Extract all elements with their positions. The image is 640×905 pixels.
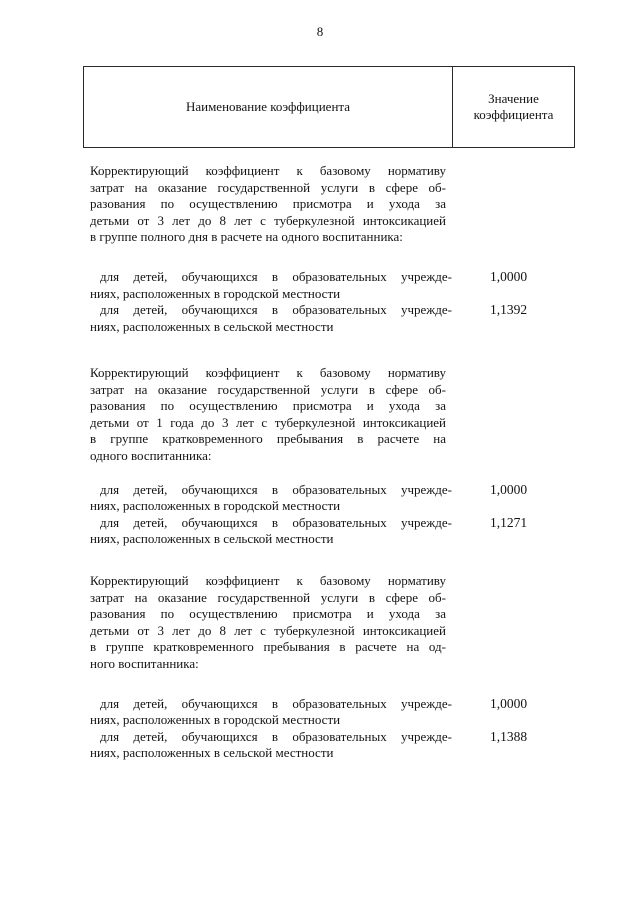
section-description — [90, 365, 446, 465]
coefficient-item — [90, 482, 558, 515]
item-text — [90, 482, 452, 515]
description-line: затрат на оказание государственной услуги в сфере об- — [90, 381, 446, 397]
description-line: детьми от 3 лет до 8 лет с туберкулезной интоксикацией — [90, 622, 446, 638]
coefficient-section-1 — [90, 163, 558, 335]
item-line-2: ниях, расположенных в сельской местности — [90, 531, 334, 547]
coefficient-item — [90, 269, 558, 302]
description-line: в группе полного дня в расчете на одного воспитанника: — [90, 229, 403, 245]
coefficient-section-2 — [90, 365, 558, 548]
item-text — [90, 515, 452, 548]
coefficient-value: 1,0000 — [490, 695, 528, 711]
description-line: разования по осуществлению присмотра и ухода за — [90, 606, 446, 622]
description-line: ного воспитанника: — [90, 655, 199, 671]
coefficient-value: 1,0000 — [490, 481, 528, 497]
description-line: Корректирующий коэффициент к базовому нормативу — [90, 163, 446, 178]
description-line: в группе кратковременного пребывания в расчете на — [90, 431, 446, 447]
coefficient-item — [90, 729, 558, 762]
item-line-1: для детей, обучающихся в образовательных учрежде- — [100, 728, 452, 744]
table-header — [83, 66, 575, 148]
coefficient-value: 1,1392 — [490, 302, 528, 318]
description-line: разования по осуществлению присмотра и ухода за — [90, 196, 446, 212]
description-line: затрат на оказание государственной услуги в сфере об- — [90, 179, 446, 195]
description-line: затрат на оказание государственной услуги в сфере об- — [90, 589, 446, 605]
coefficient-name-header: Наименование коэффициента — [185, 99, 351, 114]
section-description — [90, 163, 446, 246]
description-line: Корректирующий коэффициент к базовому нормативу — [90, 573, 446, 588]
coefficient-item — [90, 515, 558, 548]
item-line-1: для детей, обучающихся в образовательных учрежде- — [100, 302, 452, 318]
value-header-line-2: коэффициента — [473, 107, 554, 122]
value-header-line-1: Значение — [488, 91, 539, 106]
section-description — [90, 573, 446, 673]
coefficient-section-3 — [90, 573, 558, 762]
item-text — [90, 269, 452, 302]
item-line-2: ниях, расположенных в городской местности — [90, 285, 341, 301]
item-line-1: для детей, обучающихся в образовательных учрежде- — [100, 695, 452, 711]
item-text — [90, 302, 452, 335]
item-line-2: ниях, расположенных в городской местности — [90, 498, 341, 514]
description-line: детьми от 1 года до 3 лет с туберкулезной интоксикацией — [90, 414, 446, 430]
item-line-1: для детей, обучающихся в образовательных учрежде- — [100, 268, 452, 284]
coefficient-value: 1,1388 — [490, 728, 528, 744]
description-line: разования по осуществлению присмотра и ухода за — [90, 398, 446, 414]
item-line-1: для детей, обучающихся в образовательных учрежде- — [100, 481, 452, 497]
description-line: одного воспитанника: — [90, 447, 212, 463]
description-line: в группе кратковременного пребывания в расчете на од- — [90, 639, 446, 655]
item-line-2: ниях, расположенных в городской местности — [90, 712, 341, 728]
coefficient-value-header — [453, 67, 574, 147]
item-text — [90, 729, 452, 762]
page-number: 8 — [316, 24, 324, 39]
item-text — [90, 696, 452, 729]
description-line: Корректирующий коэффициент к базовому нормативу — [90, 365, 446, 380]
coefficient-value: 1,1271 — [490, 514, 528, 530]
description-line: детьми от 3 лет до 8 лет с туберкулезной интоксикацией — [90, 212, 446, 228]
item-line-2: ниях, расположенных в сельской местности — [90, 318, 334, 334]
item-line-1: для детей, обучающихся в образовательных учрежде- — [100, 514, 452, 530]
item-line-2: ниях, расположенных в сельской местности — [90, 745, 334, 761]
coefficient-item — [90, 302, 558, 335]
coefficient-item — [90, 696, 558, 729]
coefficient-value: 1,0000 — [490, 268, 528, 284]
